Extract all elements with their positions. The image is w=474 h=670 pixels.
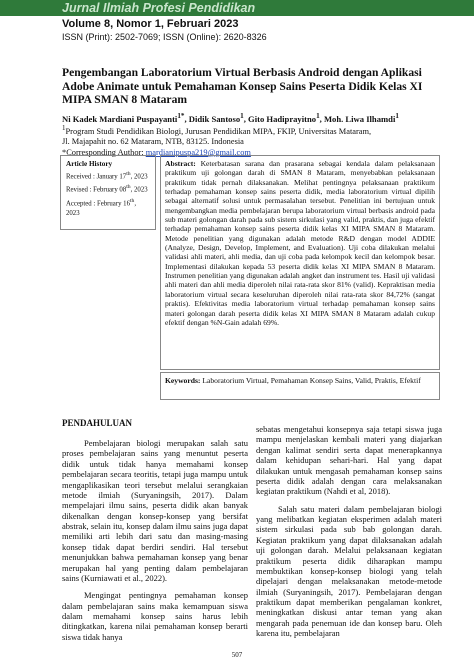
paragraph: sebatas mengetahui konsepnya saja tetapi siswa juga mampu menjelaskan kembali materi yang diajarkan dengan kalimat sendiri serta dapat menerapkannya dalam kehidupan sehari-hari. Hal yang dapat dilakukan untuk mengasah pemahaman konsep sains peserta didik adalah dengan cara melaksanakan kegiatan praktikum (Nahdi et al, 2018).: [256, 424, 442, 497]
paragraph: Salah satu materi dalam pembelajaran biologi yang melibatkan kegiatan eksperimen adalah materi sistem sirkulasi pada sub bab golongan darah. Kegiatan praktikum yang dapat dilaksanakan adalah uji golongan darah. Melalui pelaksanaan kegiatan praktikum peserta didik diharapkan mampu membuktikan konsep-konsep biologi yang telah dipelajari dengan melaksanakan metode-metode ilmiah (Suryaningsih, 2017). Pembelajaran dengan praktikum dapat memberikan pengalaman konkret, meningkatkan diskusi antar teman yang akan mengarah pada penemuan ide dan konsep baru. Oleh karena itu, pembelajaran: [256, 503, 442, 639]
right-column: [256, 424, 442, 646]
article-history-box: [60, 155, 156, 230]
volume-info: Volume 8, Nomor 1, Februari 2023: [62, 18, 239, 30]
paragraph: Pembelajaran biologi merupakan salah satu proses pembelajaran sains yang menuntut peserta didik untuk tidak hanya memahami konsep pembelajaran secara teoritis, tetapi juga mampu untuk mengaplikasikan teori tersebut melalui serangkaian metode ilmiah (Suryaningsih, 2017). Dalam mempelajari ilmu sains, peserta didik akan banyak dikenalkan dengan konsep-konsep yang bersifat abstrak, selain itu, konsep dalam ilmu sains juga dapat memiliki arti lebih dari satu dan masing-masing konsep tidak dapat berdiri sendiri. Hal tersebut menunjukkan bahwa pemahaman konsep yang benar merupakan hal yang penting dalam pembelajaran sains (Kurniawati et al., 2022).: [62, 438, 248, 583]
keywords-box: [160, 372, 440, 400]
revised-date: Revised : February 08th, 2023: [66, 184, 148, 194]
author-email-link[interactable]: mardianipuspa219@gmail.com: [145, 147, 251, 157]
journal-name: Jurnal Ilmiah Profesi Pendidikan: [62, 1, 256, 15]
corresponding-author: *Corresponding Author: mardianipuspa219@gmail.com: [62, 147, 251, 157]
affiliation-line-2: Jl. Majapahit no. 62 Mataram, NTB, 83125. Indonesia: [62, 137, 244, 147]
keywords-text: Laboratorium Virtual, Pemahaman Konsep Sains, Valid, Praktis, Efektif: [202, 376, 421, 385]
affiliation: [62, 123, 442, 158]
author-list: Ni Kadek Mardiani Puspayanti$^{1*}$, Didik Santoso$^1$, Gito Hadiprayitno$^1$, Moh. Liwa Ilhamdi$^1$: [62, 112, 399, 124]
journal-header: [0, 0, 474, 62]
left-column: [62, 438, 248, 649]
abstract-label: Abstract:: [165, 159, 196, 168]
accepted-date: Accepted : February 16th, 2023: [66, 197, 137, 217]
received-date: Received : January 17th, 2023: [66, 171, 148, 181]
page-number: 507: [231, 651, 243, 659]
paragraph: Mengingat pentingnya pemahaman konsep dalam pembelajaran sains maka kemampuan siswa dalam memahami konsep sains harus lebih ditingkatkan, karena nilai pemahaman konsep berarti siswa tidak hanya: [62, 590, 248, 642]
abstract-text: Keterbatasan sarana dan prasarana sebagai kendala dalam pelaksanaan praktikum uji golongan darah di SMAN 8 Mataram, menyebabkan pelaksanaan praktikum tidak pernah dilaksanakan. Melihat pentingnya pelaksanaan praktikum terhadap pemahaman konsep sains peserta didik, media laboratorium virtual dipilih sebagai alternatif solusi untuk permasalahan tersebut. Penelitian ini bertujuan untuk mengembangkan media pembelajaran berupa laboratorium virtual berbasis android pada sub materi golongan darah pada sub sistem sirkulasi yang valid, praktis, dan juga efektif terhadap pemahaman konsep sains peserta didik kelas XI MIPA SMAN 8 Mataram. Metode penelitian yang digunakan adalah metode R&D dengan model ADDIE (Analyze, Design, Develop, Implement, and Evaluation). Uji coba dilakukan melalui validasi ahli materi, ahli media, dan uji coba pada kelompok kecil dan kelompok besar. Implementasi dilakukan kepada 53 peserta didik kelas XI MIPA SMAN 8 Mataram. Instrumen penelitian yang digunakan adalah angket dan instrument tes. Hasil uji validasi ahli materi dan ahli media diperoleh nilai rata-rata skor 81% (valid). Kepraktisan media laboratorium virtual secara keseluruhan diperoleh nilai rata-rata skor 84,72% (sangat praktis). Efektivitas media laboratorium virtual terhadap pemahaman konsep sains materi golongan darah peserta didik kelas XI MIPA SMAN 8 Mataram adalah cukup efektif dengan %N-Gain adalah 69%.: [165, 159, 435, 327]
article-title: Pengembangan Laboratorium Virtual Berbasis Android dengan Aplikasi Adobe Animate untuk Pemahaman Konsep Sains Peserta Didik Kelas XI MIPA SMAN 8 Mataram: [62, 66, 423, 106]
keywords-label: Keywords:: [165, 376, 201, 385]
affiliation-line-1: $^1$Program Studi Pendidikan Biologi, Jurusan Pendidikan MIPA, FKIP, Universitas Mataram,: [62, 124, 372, 136]
abstract-box: [160, 155, 440, 370]
article-history-title: Article History: [66, 160, 113, 168]
section-heading: PENDAHULUAN: [62, 418, 133, 428]
issn-info: ISSN (Print): 2502-7069; ISSN (Online): 2620-8326: [62, 32, 267, 42]
